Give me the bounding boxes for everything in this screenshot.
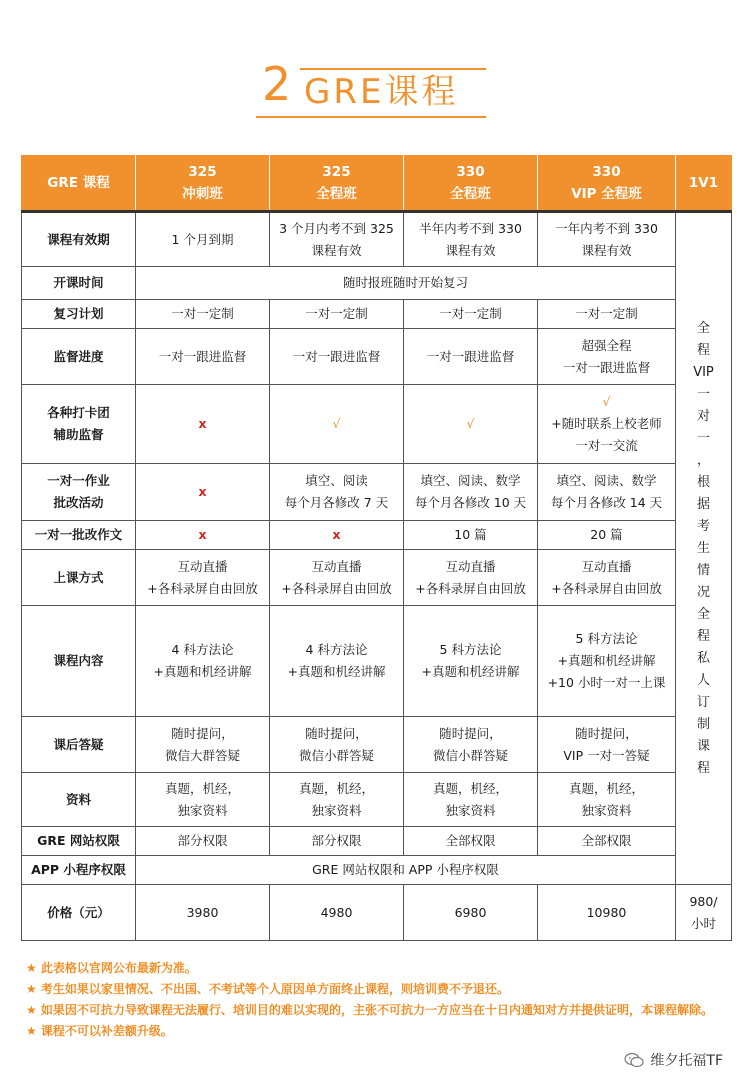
vchar: 全 [696, 606, 710, 622]
vchar: 私 [696, 650, 710, 666]
cell-line: 真题，机经， [432, 780, 508, 796]
cell-line: +真题和机经讲解 [557, 653, 656, 668]
cell-line: 每个月各修改 10 天 [414, 495, 527, 510]
cell: 一对一跟进监督 [270, 329, 404, 385]
row-label: 开课时间 [22, 267, 136, 300]
header-col-2-l2: 全程班 [316, 186, 357, 202]
cell [538, 329, 676, 385]
row-content [22, 606, 732, 717]
header-col-4 [538, 156, 676, 212]
course-table [21, 155, 732, 941]
check-mark: √ [404, 385, 538, 464]
row-label: 课后答疑 [22, 717, 136, 773]
row-site [22, 827, 732, 856]
price-cell: 6980 [404, 885, 538, 941]
cell-line: 互动直播 [311, 558, 362, 574]
header-col-3-l1: 330 [456, 164, 485, 180]
watermark-text: 维夕托福TF [650, 1053, 723, 1069]
cell-line: +各科录屏自由回放 [415, 580, 526, 596]
merged-cell: GRE 网站权限和 APP 小程序权限 [136, 856, 676, 885]
row-label: 一对一批改作文 [22, 521, 136, 550]
row-checkin [22, 385, 732, 464]
cell-line: 一对一交流 [575, 438, 638, 453]
cell-line: +各科录屏自由回放 [281, 580, 392, 596]
row-start [22, 267, 732, 300]
cell: 一对一定制 [404, 300, 538, 329]
cell [270, 550, 404, 606]
cell [270, 212, 404, 267]
vchar: 全 [696, 320, 710, 336]
cell-line: 1 个月到期 [171, 231, 234, 247]
row-material [22, 773, 732, 827]
cell-line: 互动直播 [445, 558, 496, 574]
cell-line: 独家资料 [581, 802, 632, 818]
row-label: 课程有效期 [22, 212, 136, 267]
label-line: 一对一作业 [47, 473, 110, 488]
cell-line: 半年内考不到 330 [419, 220, 522, 236]
row-price [22, 885, 732, 941]
cell-line: 微信小群答疑 [298, 747, 374, 763]
header-col-1 [136, 156, 270, 212]
cell-line: 随时提问， [171, 725, 234, 741]
cell-line: 互动直播 [581, 558, 632, 574]
cell-line: 填空、阅读、数学 [556, 473, 657, 488]
cell-line: 独家资料 [311, 802, 362, 818]
row-app [22, 856, 732, 885]
cell-line: 5 科方法论 [439, 642, 502, 657]
cell: 全部权限 [538, 827, 676, 856]
header-col-2-l1: 325 [322, 164, 351, 180]
title-rule-bottom [256, 116, 486, 118]
cell: 全部权限 [404, 827, 538, 856]
cell-line: 真题，机经， [568, 780, 644, 796]
wechat-icon [624, 1052, 644, 1068]
cell-line: 一年内考不到 330 [555, 220, 658, 236]
cell-line: +10 小时一对一上课 [547, 675, 666, 690]
footnote: ★ 课程不可以补差额升级。 [26, 1024, 173, 1038]
vchar: 程 [696, 628, 710, 644]
check-mark: √ [270, 385, 404, 464]
header-col-4-l2: VIP 全程班 [571, 186, 642, 202]
vchar: 况 [696, 584, 710, 600]
header-col-5: 1V1 [676, 156, 732, 212]
cell-line: 填空、阅读 [305, 473, 368, 488]
cell-line: 独家资料 [445, 802, 496, 818]
cell-line: 互动直播 [177, 558, 228, 574]
header-col-1-l2: 冲刺班 [182, 186, 223, 202]
cell: 部分权限 [136, 827, 270, 856]
title-number: 2 [262, 57, 292, 111]
cell-line: +真题和机经讲解 [421, 664, 520, 679]
cell-line: +真题和机经讲解 [153, 664, 252, 679]
cell [404, 717, 538, 773]
check-mark: √ [602, 394, 611, 409]
vchar: 一 [696, 386, 710, 402]
row-qa [22, 717, 732, 773]
vchar: 制 [696, 716, 710, 732]
cell-line: VIP 一对一答疑 [563, 747, 650, 763]
row-homework [22, 464, 732, 521]
label-line: 批改活动 [53, 495, 104, 510]
cell-line: 小时 [690, 915, 716, 931]
price-cell: 4980 [270, 885, 404, 941]
cell [538, 385, 676, 464]
cell-line: 随时提问， [575, 725, 638, 741]
cell-line: 5 科方法论 [575, 631, 638, 646]
cell [404, 773, 538, 827]
cell [404, 606, 538, 717]
cell-line: 填空、阅读、数学 [420, 473, 521, 488]
row-supervise [22, 329, 732, 385]
cell-line: 真题，机经， [164, 780, 240, 796]
cross-mark: x [136, 521, 270, 550]
header-row [22, 156, 732, 212]
cell-line: 课程有效 [311, 242, 362, 258]
cell: 部分权限 [270, 827, 404, 856]
cell: 一对一定制 [538, 300, 676, 329]
merged-cell: 随时报班随时开始复习 [136, 267, 676, 300]
footnote: ★ 如果因不可抗力导致课程无法履行、培训目的难以实现的，主张不可抗力一方应当在十日内通知对方并提供证明，本课程解除。 [26, 1003, 713, 1017]
cell [404, 212, 538, 267]
vchar: 程 [696, 760, 710, 776]
cell: 一对一跟进监督 [136, 329, 270, 385]
cell-line: 真题，机经， [298, 780, 374, 796]
cell: 10 篇 [404, 521, 538, 550]
price-cell [676, 885, 732, 941]
cell [538, 606, 676, 717]
price-cell: 10980 [538, 885, 676, 941]
cell-line: 4 科方法论 [305, 642, 368, 657]
cell-line: 一对一跟进监督 [562, 359, 651, 375]
one-v-one-description [676, 212, 732, 885]
cell [538, 717, 676, 773]
cross-mark: x [270, 521, 404, 550]
cell [538, 773, 676, 827]
row-label: 复习计划 [22, 300, 136, 329]
cell: 一对一定制 [136, 300, 270, 329]
vchar: 一 [696, 430, 710, 446]
price-cell: 3980 [136, 885, 270, 941]
vchar: 根 [696, 474, 710, 490]
cell [136, 606, 270, 717]
row-label: GRE 网站权限 [22, 827, 136, 856]
row-label: 价格（元） [22, 885, 136, 941]
cell-line: 4 科方法论 [171, 642, 234, 657]
vchar: 生 [696, 540, 710, 556]
cell-line: 980/ [689, 893, 718, 909]
header-col-4-l1: 330 [592, 164, 621, 180]
cell-line: 随时提问， [305, 725, 368, 741]
cell-line: 课程有效 [445, 242, 496, 258]
row-mode [22, 550, 732, 606]
footnote: ★ 此表格以官网公布最新为准。 [26, 961, 197, 975]
vchar: 程 [696, 342, 710, 358]
vchar: 订 [696, 694, 710, 710]
cell-line: +各科录屏自由回放 [551, 580, 662, 596]
row-label: 上课方式 [22, 550, 136, 606]
cell [136, 550, 270, 606]
row-label: 课程内容 [22, 606, 136, 717]
row-essay [22, 521, 732, 550]
cell [538, 464, 676, 521]
cell-line: 课程有效 [581, 242, 632, 258]
vchar: 人 [696, 672, 710, 688]
header-col-3-l2: 全程班 [450, 186, 491, 202]
cell [404, 550, 538, 606]
row-label [22, 464, 136, 521]
vchar: 情 [696, 562, 710, 578]
watermark [624, 1050, 723, 1070]
row-label: 资料 [22, 773, 136, 827]
cell-line: 每个月各修改 7 天 [284, 495, 389, 510]
cell [270, 717, 404, 773]
cell [404, 464, 538, 521]
row-label: APP 小程序权限 [22, 856, 136, 885]
header-col-3 [404, 156, 538, 212]
cell [136, 717, 270, 773]
cell [136, 773, 270, 827]
vchar: 据 [696, 496, 710, 512]
cell [270, 464, 404, 521]
row-label: 监督进度 [22, 329, 136, 385]
vchar: ， [696, 452, 710, 468]
cell-line: +真题和机经讲解 [287, 664, 386, 679]
cell: 一对一跟进监督 [404, 329, 538, 385]
footnotes [26, 958, 726, 1042]
cell [270, 773, 404, 827]
vchar: 考 [696, 518, 710, 534]
cell-line: 微信大群答疑 [164, 747, 240, 763]
cell-line: +随时联系上校老师 [551, 416, 662, 431]
row-plan [22, 300, 732, 329]
header-col-1-l1: 325 [188, 164, 217, 180]
footnote: ★ 考生如果以家里情况、不出国、不考试等个人原因单方面终止课程，则培训费不予退还。 [26, 982, 509, 996]
cell [136, 212, 270, 267]
cell-line: 3 个月内考不到 325 [279, 220, 394, 236]
cell-line: 每个月各修改 14 天 [550, 495, 663, 510]
vchar: VIP [693, 364, 714, 380]
header-corner: GRE 课程 [22, 156, 136, 212]
vchar: 课 [696, 738, 710, 754]
vchar: 对 [696, 408, 710, 424]
header-col-2 [270, 156, 404, 212]
section-title [256, 57, 492, 120]
cell: 20 篇 [538, 521, 676, 550]
cell: 一对一定制 [270, 300, 404, 329]
label-line: 各种打卡团 [47, 405, 110, 420]
cell-line: +各科录屏自由回放 [147, 580, 258, 596]
cell [270, 606, 404, 717]
cell [538, 212, 676, 267]
cell [538, 550, 676, 606]
cross-mark: x [136, 385, 270, 464]
label-line: 辅助监督 [53, 427, 104, 442]
cross-mark: x [136, 464, 270, 521]
title-text: GRE课程 [304, 72, 459, 112]
row-validity [22, 212, 732, 267]
row-label [22, 385, 136, 464]
cell-line: 独家资料 [177, 802, 228, 818]
cell-line: 随时提问， [439, 725, 502, 741]
cell-line: 超强全程 [581, 337, 632, 353]
cell-line: 微信小群答疑 [432, 747, 508, 763]
